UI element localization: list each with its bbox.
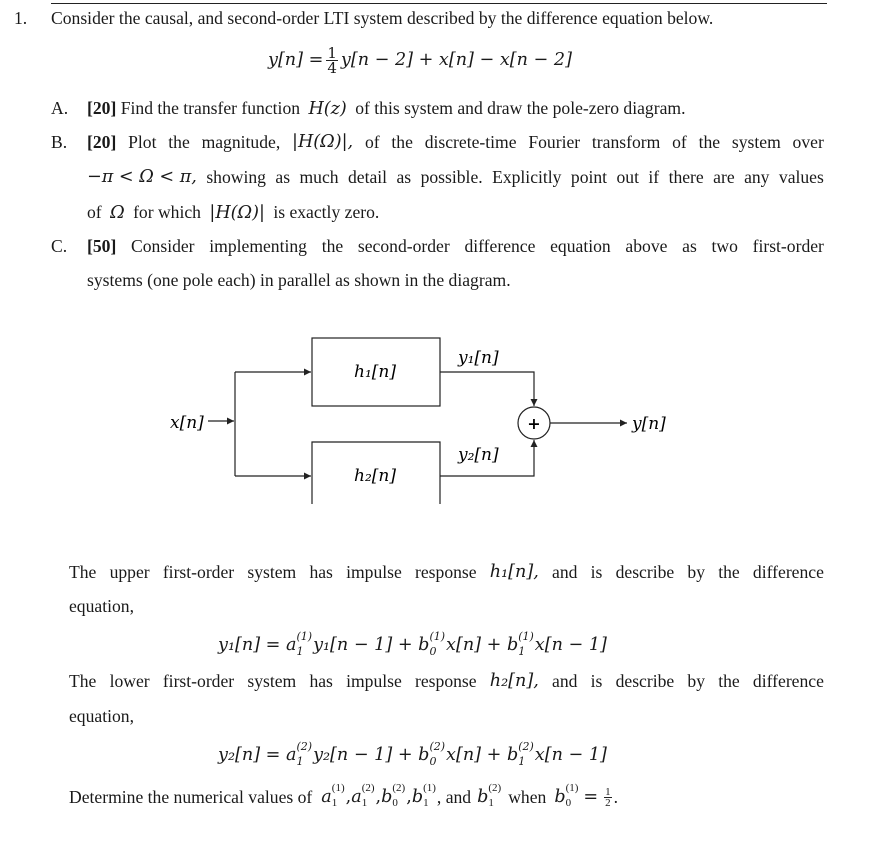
- final-when: when: [508, 787, 547, 807]
- part-c-word: above: [625, 236, 668, 256]
- upper-word: system: [247, 562, 297, 582]
- part-b-text: for which: [133, 202, 201, 222]
- final-cond-var: b: [554, 787, 566, 807]
- upper-word: first-order: [162, 562, 235, 582]
- final-sup: (1): [331, 782, 345, 794]
- upper-impulse-response: h₁[n],: [489, 562, 539, 582]
- final-var: b: [381, 787, 393, 807]
- part-c-word: implementing: [209, 236, 307, 256]
- final-cond-den: 2: [605, 796, 611, 809]
- final-question: Determine the numerical values of a (1) 1 , a (2) 1 , b (2) 0 , b (1) 1 , and b (2) 1 when b (1) 0 = $\frac{1}{2}$ .: [69, 782, 619, 809]
- final-var-index: [331, 782, 345, 809]
- upper-eq-index: [296, 630, 313, 658]
- upper-eq-sup: (1): [429, 630, 446, 643]
- input-label: x[n]: [170, 413, 204, 433]
- part-b-word: discrete-time: [424, 132, 517, 152]
- part-c-word: first-order: [752, 236, 824, 256]
- final-last-var-index: [488, 782, 502, 809]
- lower-eq-sup: (2): [429, 740, 446, 753]
- upper-word: the: [718, 562, 740, 582]
- upper-word: by: [687, 562, 706, 582]
- sum-symbol: +: [527, 414, 541, 433]
- final-cond-var-index: [565, 782, 579, 809]
- lower-block-label: h₂[n]: [354, 466, 396, 486]
- part-b-word: of: [364, 132, 380, 152]
- upper-eq-sub: 1: [296, 645, 304, 658]
- part-b-word: Plot: [128, 132, 157, 152]
- main-equation-numerator: 1: [327, 43, 337, 62]
- part-a-text-2: of this system and draw the pole-zero diagram.: [355, 98, 686, 118]
- lower-word: and: [552, 671, 578, 691]
- output-label: y[n]: [632, 414, 666, 434]
- part-a-points: [20]: [87, 98, 117, 118]
- part-c-letter: C.: [51, 236, 68, 256]
- lower-word: lower: [109, 671, 150, 691]
- part-b-word: over: [792, 132, 824, 152]
- part-b-word: as: [396, 167, 412, 187]
- final-sup: (2): [392, 782, 406, 794]
- part-b-word: the: [391, 132, 413, 152]
- part-a-hz: H(z): [308, 99, 347, 119]
- lower-system-line-1: [69, 670, 824, 692]
- lower-eq-part: y₂[n − 1] + b: [313, 745, 430, 765]
- part-b-letter: B.: [51, 132, 68, 152]
- lower-word: system: [247, 671, 297, 691]
- upper-eq-part: x[n] + b: [446, 635, 519, 655]
- part-b-word: point: [570, 167, 608, 187]
- main-equation-lhs: y[n] =: [268, 50, 324, 70]
- upper-block-label: h₁[n]: [354, 362, 396, 382]
- lower-system-line-2: equation,: [69, 706, 134, 726]
- part-b-omega: Ω: [110, 203, 125, 223]
- upper-word: and: [552, 562, 578, 582]
- upper-word: is: [590, 562, 603, 582]
- part-b-word: much: [299, 167, 339, 187]
- problem-intro: Consider the causal, and second-order LTI system described by the difference equation below.: [51, 8, 714, 28]
- part-b-magnitude: |H(Ω)|,: [292, 132, 354, 152]
- part-b-word: the: [698, 132, 721, 152]
- final-and: , and: [436, 787, 472, 807]
- final-sup: (1): [565, 782, 579, 794]
- final-sup: (1): [423, 782, 436, 794]
- lower-word: impulse: [346, 671, 402, 691]
- upper-eq-index: [429, 630, 446, 658]
- part-b-word: if: [648, 167, 660, 187]
- part-c-word: second-order: [357, 236, 450, 256]
- part-b-word: there: [668, 167, 704, 187]
- final-equals: =: [583, 787, 599, 807]
- upper-word: impulse: [346, 562, 402, 582]
- upper-system-line-1: [69, 561, 824, 583]
- lower-equation: [218, 741, 607, 769]
- lower-eq-index: [429, 740, 446, 768]
- part-c-word: as: [682, 236, 697, 256]
- final-sub: 1: [331, 797, 338, 809]
- lower-word: by: [687, 671, 706, 691]
- lower-eq-part: x[n − 1]: [534, 745, 607, 765]
- lower-eq-sup: (2): [296, 740, 313, 753]
- part-b-word: any: [744, 167, 770, 187]
- upper-eq-sup: (1): [296, 630, 313, 643]
- part-c-points: [50]: [87, 236, 117, 256]
- part-b-text: is exactly zero.: [273, 202, 380, 222]
- part-b-word: as: [275, 167, 291, 187]
- lower-eq-part: x[n] + b: [446, 745, 519, 765]
- upper-eq-part: y₁[n] = a: [218, 635, 297, 655]
- final-var: a: [351, 787, 362, 807]
- upper-system-line-2: equation,: [69, 596, 134, 616]
- problem-number: 1.: [14, 8, 28, 28]
- upper-word: difference: [752, 562, 824, 582]
- final-period: .: [613, 787, 619, 807]
- upper-eq-sub: 0: [429, 645, 437, 658]
- lower-word: response: [415, 671, 477, 691]
- part-b-points: [20]: [87, 132, 117, 152]
- final-var-index: [361, 782, 375, 809]
- final-cond-fraction: [604, 787, 612, 808]
- final-cond-num: 1: [605, 785, 611, 798]
- part-b-word: are: [713, 167, 735, 187]
- part-b-word: detail: [347, 167, 388, 187]
- upper-eq-part: x[n − 1]: [534, 635, 607, 655]
- final-sub: 1: [423, 797, 429, 809]
- part-c-line-2: systems (one pole each) in parallel as shown in the diagram.: [87, 270, 511, 290]
- part-b-word: Explicitly: [492, 167, 562, 187]
- part-b-range: −π < Ω < π,: [87, 167, 197, 187]
- lower-word: is: [590, 671, 603, 691]
- part-b-word: possible.: [420, 167, 483, 187]
- lower-word: describe: [615, 671, 675, 691]
- final-text: Determine the numerical values of: [69, 787, 313, 807]
- final-sup: (2): [488, 782, 502, 794]
- part-c-word: equation: [550, 236, 611, 256]
- final-var-index: [423, 782, 436, 809]
- final-sub: 0: [392, 797, 398, 809]
- part-b-word: the: [168, 132, 190, 152]
- final-sub: 1: [361, 797, 368, 809]
- part-b-text: of: [87, 202, 102, 222]
- upper-eq-part: y₁[n − 1] + b: [313, 635, 430, 655]
- lower-word: The: [69, 671, 97, 691]
- final-sub: 0: [565, 797, 572, 809]
- lower-eq-index: [518, 740, 534, 768]
- part-b-word: system: [731, 132, 781, 152]
- part-a-letter: A.: [51, 98, 69, 118]
- upper-output-arrow: [440, 372, 534, 406]
- lower-eq-sub: 1: [518, 755, 526, 768]
- upper-word: The: [69, 562, 97, 582]
- final-last-var: b: [477, 787, 489, 807]
- lower-word: difference: [752, 671, 824, 691]
- upper-eq-index: [518, 630, 534, 658]
- part-c-word: the: [321, 236, 344, 256]
- lower-word: has: [309, 671, 333, 691]
- final-var: a: [321, 787, 332, 807]
- upper-equation: [218, 631, 607, 659]
- lower-word: first-order: [162, 671, 235, 691]
- lower-eq-sub: 0: [429, 755, 437, 768]
- upper-eq-sup: (1): [518, 630, 534, 643]
- part-b-word: Fourier: [528, 132, 581, 152]
- part-b-word: values: [778, 167, 824, 187]
- lower-eq-sup: (2): [518, 740, 534, 753]
- main-equation-rhs: y[n − 2] + x[n] − x[n − 2]: [340, 50, 572, 70]
- upper-word: upper: [109, 562, 150, 582]
- part-c-word: Consider: [131, 236, 195, 256]
- part-b-word: showing: [206, 167, 266, 187]
- final-var-index: [392, 782, 406, 809]
- upper-word: has: [309, 562, 333, 582]
- lower-eq-index: [296, 740, 313, 768]
- part-b-word: magnitude,: [201, 132, 281, 152]
- part-c-word: two: [711, 236, 738, 256]
- part-a-text-1: Find the transfer function: [120, 98, 301, 118]
- main-equation-denominator: 4: [327, 58, 337, 77]
- part-b-mag: |H(Ω)|: [209, 203, 265, 223]
- lower-eq-sub: 1: [296, 755, 304, 768]
- upper-eq-sub: 1: [518, 645, 526, 658]
- upper-word: describe: [615, 562, 675, 582]
- final-sup: (2): [361, 782, 375, 794]
- part-b-word: of: [672, 132, 687, 152]
- lower-impulse-response: h₂[n],: [489, 671, 539, 691]
- lower-output-label: y₂[n]: [458, 445, 499, 465]
- part-b-word: transform: [591, 132, 661, 152]
- lower-eq-part: y₂[n] = a: [218, 745, 297, 765]
- final-var: b: [411, 787, 424, 807]
- part-b-word: out: [616, 167, 639, 187]
- lower-word: the: [718, 671, 740, 691]
- upper-word: response: [415, 562, 477, 582]
- upper-output-label: y₁[n]: [458, 348, 499, 368]
- final-sub: 1: [488, 797, 494, 809]
- part-c-word: difference: [464, 236, 536, 256]
